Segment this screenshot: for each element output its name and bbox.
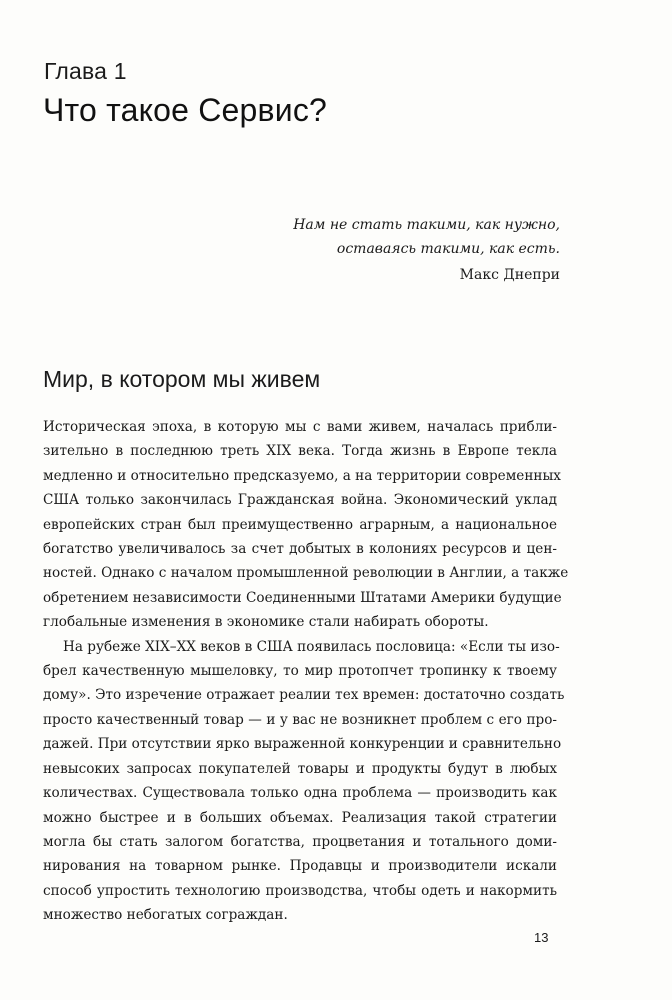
chapter-label: Глава 1 bbox=[44, 58, 127, 84]
text-line: Историческая эпоха, в которую мы с вами живем, началась прибли- bbox=[43, 419, 557, 435]
text-line: могла бы стать залогом богатства, процветания и тотального доми- bbox=[43, 833, 557, 850]
text-line: обретением независимости Соединенными Штатами Америки будущие bbox=[43, 589, 562, 606]
paragraph-2 bbox=[43, 635, 565, 928]
text-line: множество небогатых сограждан. bbox=[43, 907, 288, 924]
body-text bbox=[43, 415, 569, 928]
epigraph bbox=[293, 213, 560, 287]
paragraph-1 bbox=[43, 415, 569, 635]
text-line: нирования на товарном рынке. Продавцы и производители искали bbox=[43, 858, 557, 875]
text-line: На рубеже XIX–XX веков в США появилась пословица: «Если ты изо- bbox=[63, 638, 560, 655]
text-line: США только закончилась Гражданская война. Экономический уклад bbox=[43, 492, 557, 509]
epigraph-line: Нам не стать такими, как нужно, bbox=[293, 217, 560, 233]
text-line: невысоких запросах покупателей товары и продукты будут в любых bbox=[43, 760, 557, 777]
text-line: глобальные изменения в экономике стали набирать обороты. bbox=[43, 614, 489, 631]
epigraph-line: оставаясь такими, как есть. bbox=[336, 241, 560, 257]
text-line: ностей. Однако с началом промышленной революции в Англии, а также bbox=[43, 565, 569, 582]
text-line: просто качественный товар — и у вас не возникнет проблем с его про- bbox=[43, 711, 557, 728]
text-line: медленно и относительно предсказуемо, а на территории современных bbox=[43, 467, 561, 484]
section-title: Мир, в котором мы живем bbox=[43, 366, 321, 392]
text-line: европейских стран был преимущественно аграрным, а национальное bbox=[43, 516, 557, 533]
text-line: зительно в последнюю треть XIX века. Тогда жизнь в Европе текла bbox=[43, 443, 557, 460]
text-line: брел качественную мышеловку, то мир протопчет тропинку к твоему bbox=[43, 663, 557, 680]
text-line: богатство увеличивалось за счет добытых в колониях ресурсов и цен- bbox=[43, 541, 557, 558]
page-number: 13 bbox=[534, 930, 549, 945]
text-line: дому». Это изречение отражает реалии тех времен: достаточно создать bbox=[43, 687, 565, 704]
text-line: количествах. Существовала только одна проблема — производить как bbox=[43, 785, 557, 802]
text-line: способ упростить технологию производства, чтобы одеть и накормить bbox=[43, 882, 557, 899]
chapter-title: Что такое Сервис? bbox=[43, 92, 328, 128]
epigraph-author: Макс Днепри bbox=[459, 267, 560, 283]
text-line: можно быстрее и в больших объемах. Реализация такой стратегии bbox=[43, 809, 557, 826]
text-line: дажей. При отсутствии ярко выраженной конкуренции и сравнительно bbox=[43, 736, 562, 753]
